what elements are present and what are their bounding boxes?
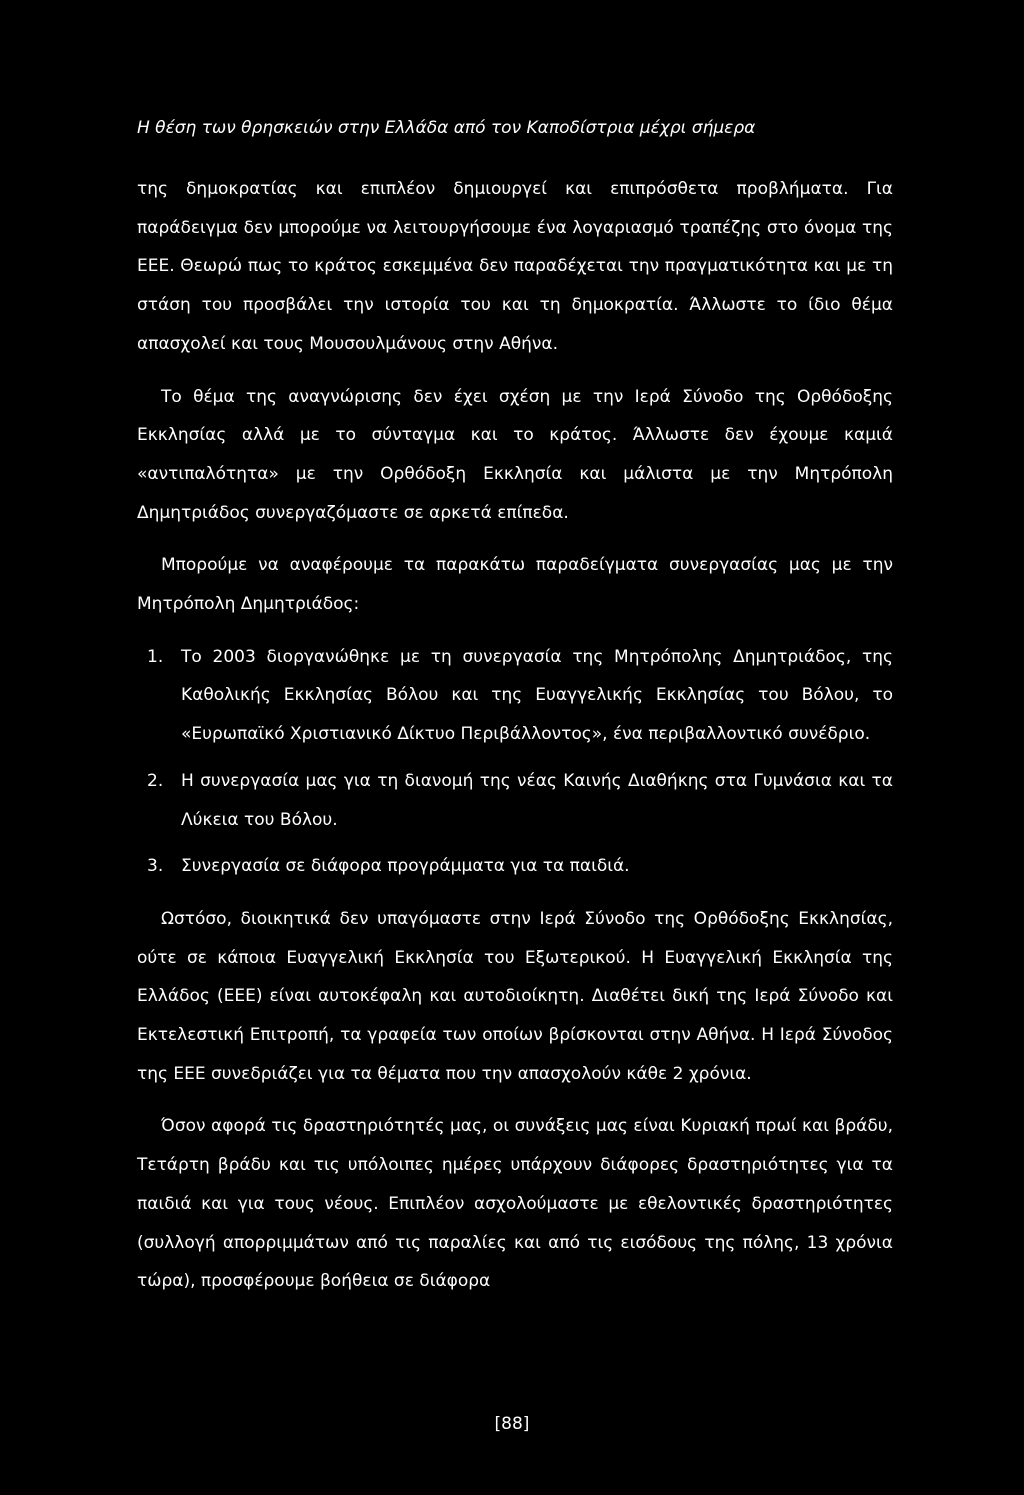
paragraph-5: Όσον αφορά τις δραστηριότητές μας, οι συνάξεις μας είναι Κυριακή πρωί και βράδυ, Τετάρτη βράδυ και τις υπόλοιπες ημέρες υπάρχουν διάφορες δραστηριότητες για τα παιδιά και για τους νέους. Επιπλέον ασχολούμαστε με εθελοντικές δραστηριότητες (συλλογή απορριμμάτων από τις παραλίες και από τις εισόδους της πόλης, 13 χρόνια τώρα), προσφέρουμε βοήθεια σε διάφορα [137, 1116, 893, 1292]
page-body [137, 170, 893, 1315]
list-item [147, 638, 893, 754]
list-item-text: Συνεργασία σε διάφορα προγράμματα για τα παιδιά. [181, 856, 630, 877]
list-item [147, 847, 893, 886]
list-item-number: 2. [147, 770, 164, 791]
list-item-text: Η συνεργασία μας για τη διανομή της νέας Καινής Διαθήκης στα Γυμνάσια και τα Λύκεια του Βόλου. [181, 770, 893, 830]
list-item-text: Το 2003 διοργανώθηκε με τη συνεργασία της Μητρόπολης Δημητριάδος, της Καθολικής Εκκλησίας Βόλου και της Ευαγγελικής Εκκλησίας του Βόλου, το «Ευρωπαϊκό Χριστιανικό Δίκτυο Περιβάλλοντος», ένα περιβαλλοντικό συνέδριο. [181, 646, 893, 745]
paragraph-2: Το θέμα της αναγνώρισης δεν έχει σχέση με την Ιερά Σύνοδο της Ορθόδοξης Εκκλησίας αλλά με το σύνταγμα και το κράτος. Άλλωστε δεν έχουμε καμιά «αντιπαλότητα» με την Ορθόδοξη Εκκλησία και μάλιστα με την Μητρόπολη Δημητριάδος συνεργαζόμαστε σε αρκετά επίπεδα. [137, 386, 893, 523]
paragraph-1: της δημοκρατίας και επιπλέον δημιουργεί και επιπρόσθετα προβλήματα. Για παράδειγμα δεν μπορούμε να λειτουργήσουμε ένα λογαριασμό τραπέζης στο όνομα της ΕΕΕ. Θεωρώ πως το κράτος εσκεμμένα δεν παραδέχεται την πραγματικότητα και με τη στάση του προσβάλει την ιστορία του και τη δημοκρατία. Άλλωστε το ίδιο θέμα απασχολεί και τους Μουσουλμάνους στην Αθήνα. [137, 179, 893, 354]
list-item-number: 3. [147, 856, 164, 877]
examples-list [137, 638, 893, 886]
list-item-number: 1. [147, 646, 164, 667]
page-number: [88] [494, 1414, 530, 1434]
list-item [147, 762, 893, 839]
running-header: Η θέση των θρησκειών στην Ελλάδα από τον Καποδίστρια μέχρι σήμερα [137, 118, 756, 138]
paragraph-4: Ωστόσο, διοικητικά δεν υπαγόμαστε στην Ιερά Σύνοδο της Ορθόδοξης Εκκλησίας, ούτε σε κάποια Ευαγγελική Εκκλησία του Εξωτερικού. Η Ευαγγελική Εκκλησία της Ελλάδος (ΕΕΕ) είναι αυτοκέφαλη και αυτοδιοίκητη. Διαθέτει δική της Ιερά Σύνοδο και Εκτελεστική Επιτροπή, τα γραφεία των οποίων βρίσκονται στην Αθήνα. Η Ιερά Σύνοδος της ΕΕΕ συνεδριάζει για τα θέματα που την απασχολούν κάθε 2 χρόνια. [137, 908, 893, 1084]
paragraph-3: Μπορούμε να αναφέρουμε τα παρακάτω παραδείγματα συνεργασίας μας με την Μητρόπολη Δημητριάδος: [137, 555, 893, 615]
